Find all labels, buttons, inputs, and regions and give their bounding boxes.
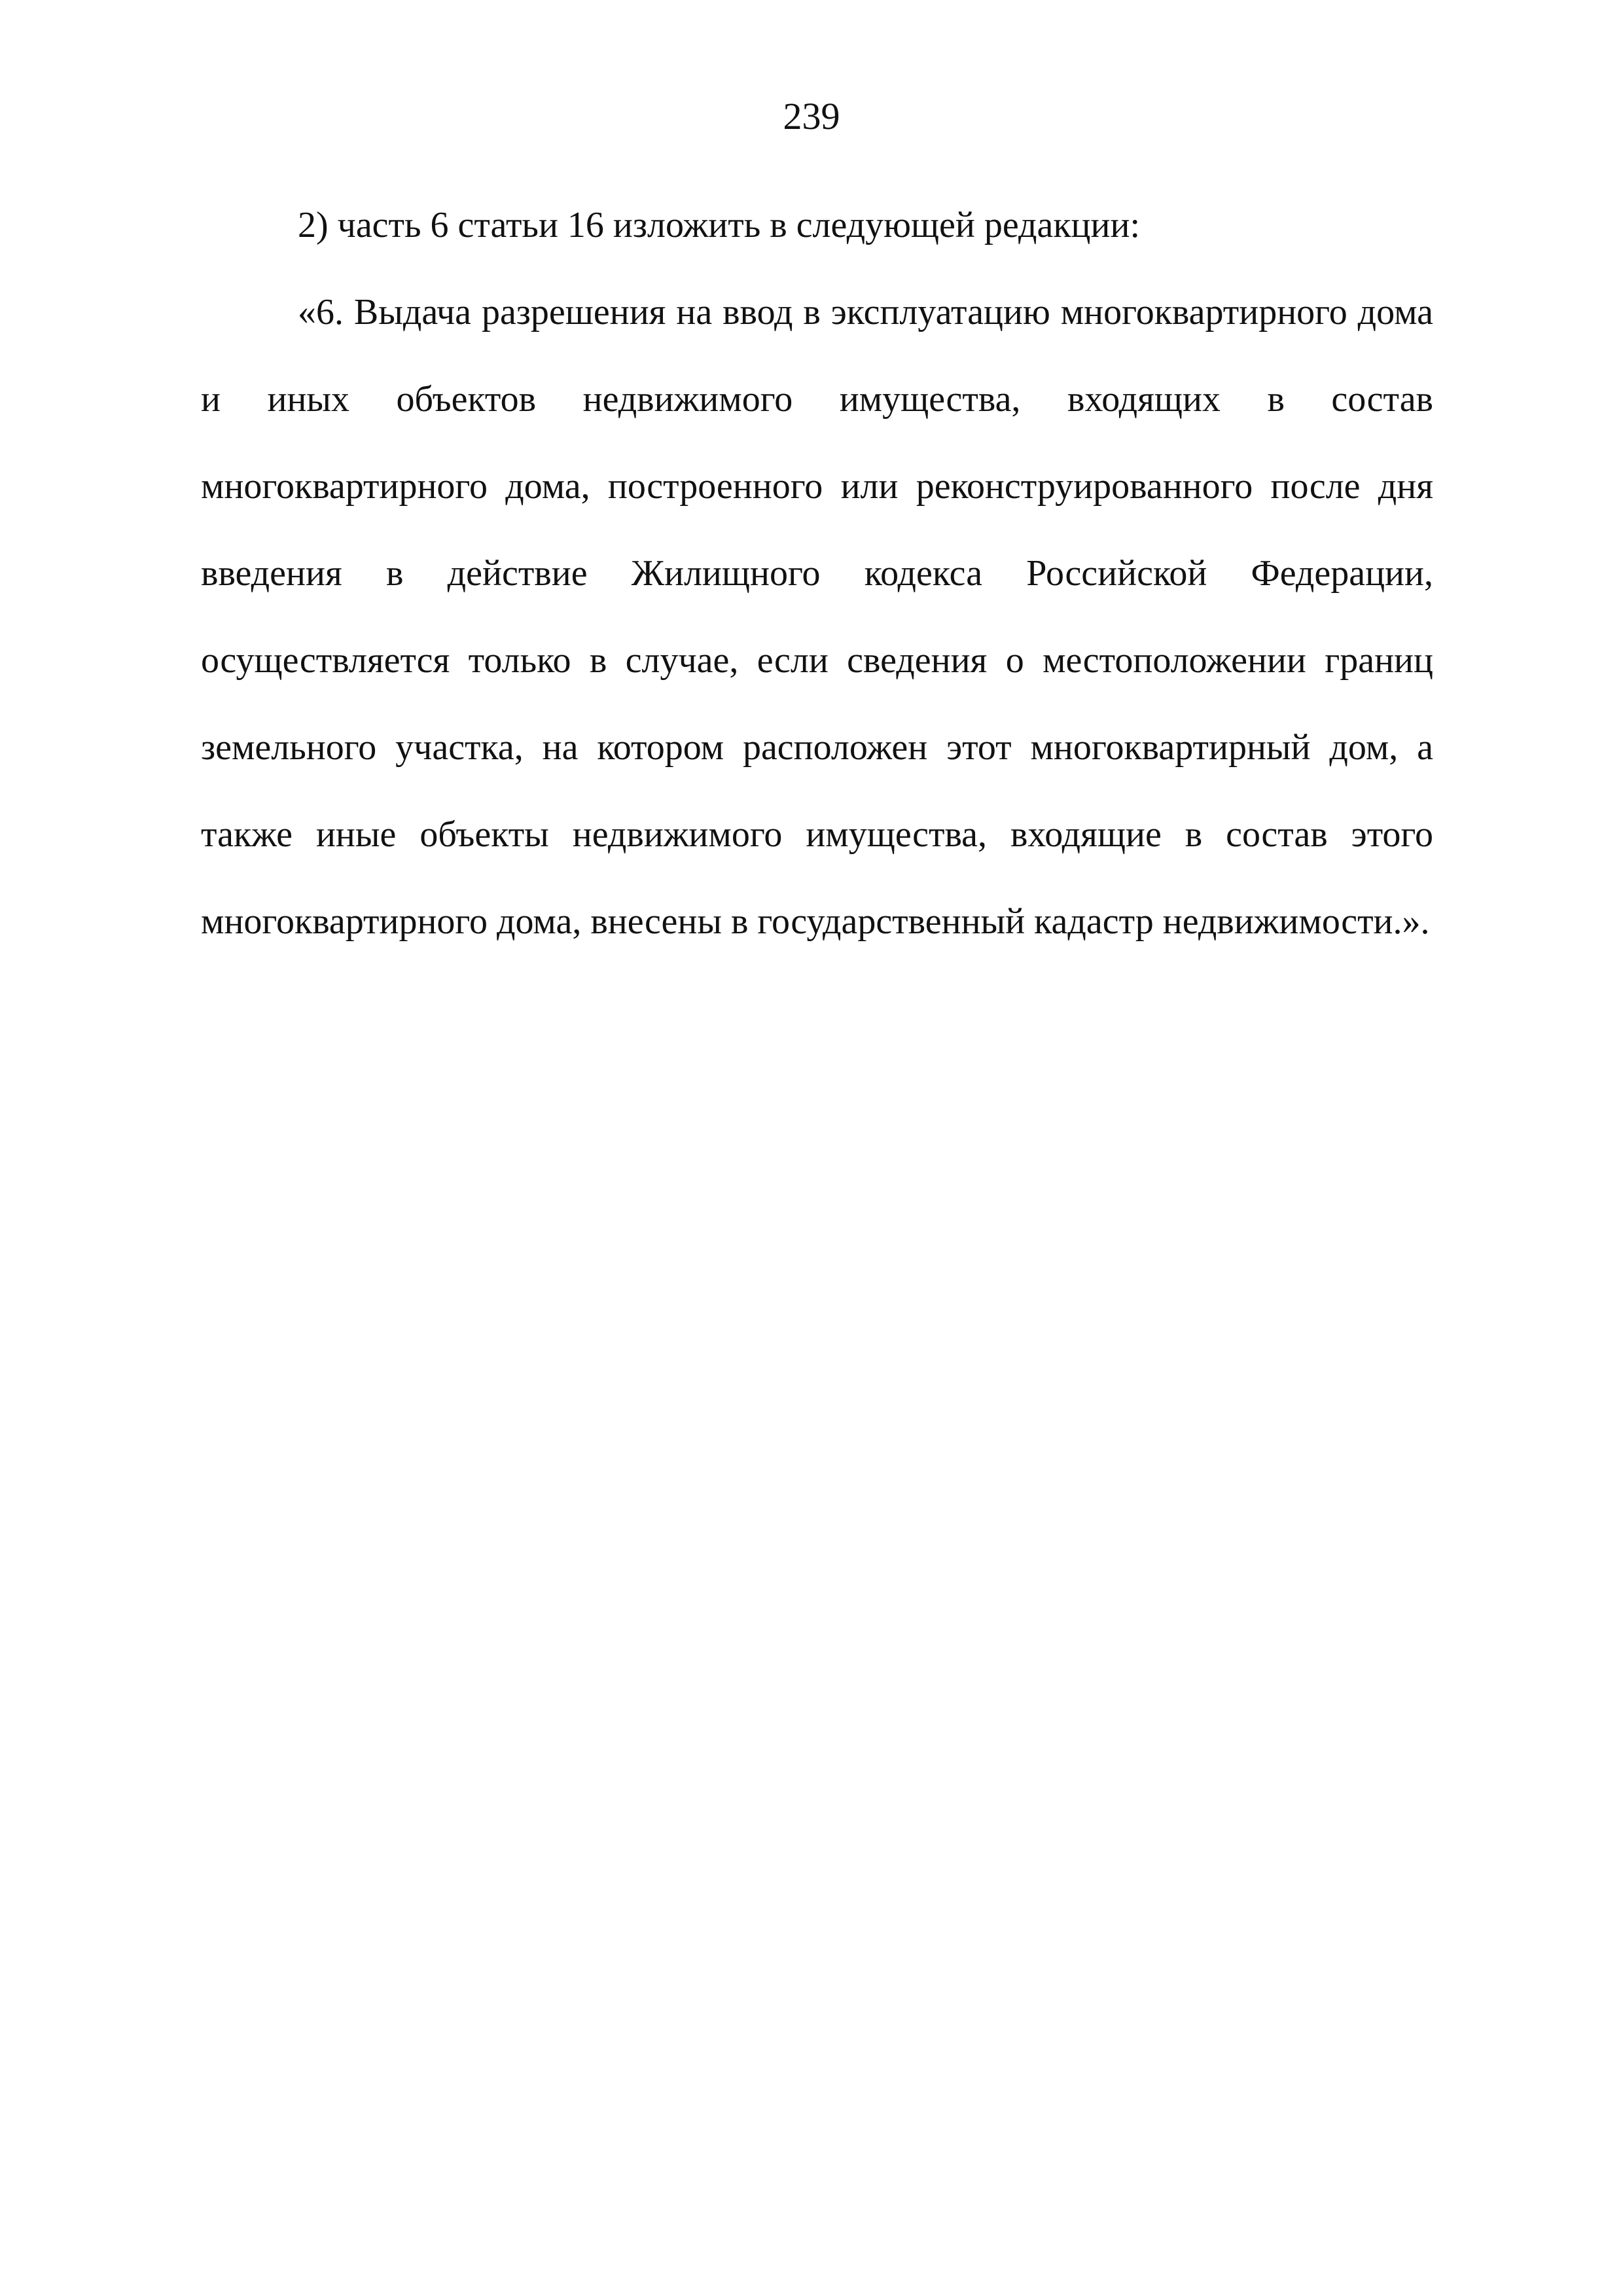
page-number: 239 — [783, 95, 840, 137]
paragraph-amendment-text: «6. Выдача разрешения на ввод в эксплуатацию многоквартирного дома и иных объектов недвижимого имущества, входящих в состав многоквартирного дома, построенного или реконструированного после дня введения в действие Жилищного кодекса Российской Федерации, осуществляется только в случае, если сведения о местоположении границ земельного участка, на котором расположен этот многоквартирный дом, а также иные объекты недвижимого имущества, входящие в состав этого многоквартирного дома, внесены в государственный кадастр недвижимости.». — [201, 292, 1433, 942]
paragraph-amendment-intro: 2) часть 6 статьи 16 изложить в следующей редакции: — [298, 205, 1141, 245]
document-body — [201, 182, 1433, 965]
